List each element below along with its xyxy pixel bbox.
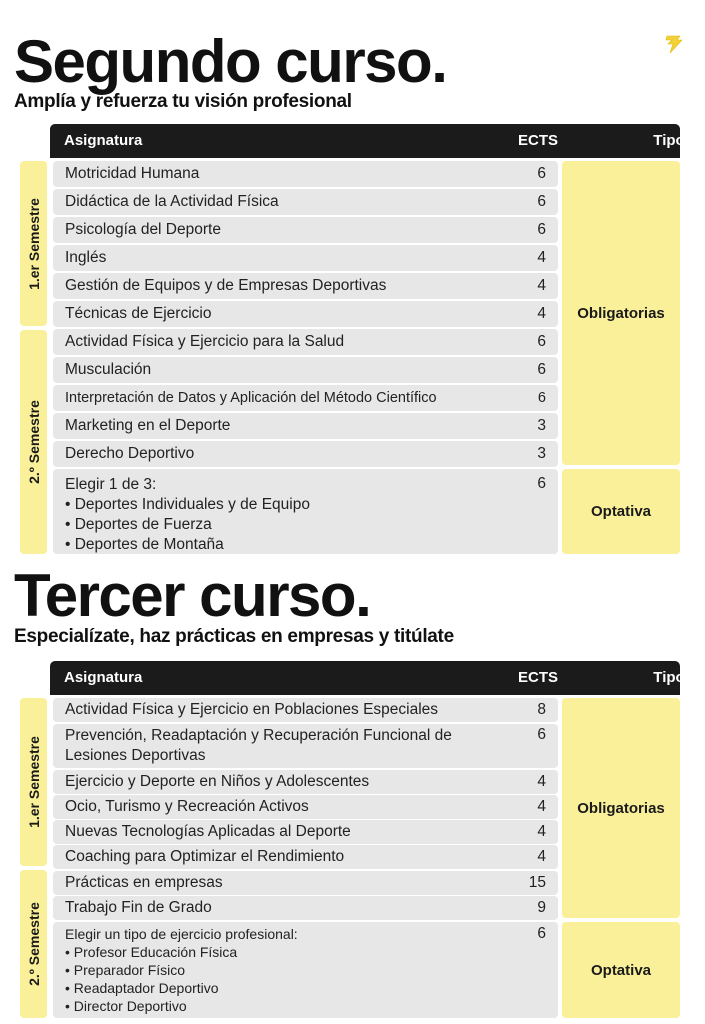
subject-name: Inglés	[65, 249, 107, 266]
elective-row	[53, 469, 558, 554]
subject-name: Didáctica de la Actividad Física	[65, 193, 279, 210]
subject-ects: 6	[537, 726, 546, 743]
header-asignatura: Asignatura	[64, 669, 143, 686]
table-row	[53, 441, 558, 467]
subject-ects: 15	[528, 874, 546, 891]
elective-intro: Elegir un tipo de ejercicio profesional:	[65, 926, 298, 942]
subject-name: Técnicas de Ejercicio	[65, 305, 212, 322]
elective-option: • Director Deportivo	[65, 997, 498, 1015]
subject-ects: 6	[537, 333, 546, 350]
subject-name: Musculación	[65, 361, 152, 378]
subject-name: Actividad Física y Ejercicio en Poblaciones Especiales	[65, 701, 439, 718]
subject-ects: 6	[537, 165, 546, 182]
header-ects: ECTS	[518, 669, 559, 686]
subject-ects: 6	[537, 925, 546, 942]
semester-label: 1.er Semestre	[25, 736, 42, 828]
subject-ects: 6	[537, 193, 546, 210]
elective-content	[65, 925, 498, 1015]
subject-ects: 4	[537, 249, 546, 266]
subject-ects: 6	[537, 221, 546, 238]
table-row	[53, 698, 558, 722]
subject-ects: 3	[537, 445, 546, 462]
subject-ects: 9	[537, 899, 546, 916]
subject-name: Prevención, Readaptación y Recuperación Funcional de Lesiones Deportivas	[65, 727, 452, 764]
third-year-subtitle: Especialízate, haz prácticas en empresas y titúlate	[14, 626, 454, 647]
subject-name: Psicología del Deporte	[65, 221, 221, 238]
elective-content	[65, 475, 498, 555]
subject-ects: 6	[537, 390, 546, 406]
table-row	[53, 189, 558, 215]
header-asignatura: Asignatura	[64, 132, 143, 149]
semester-label: 2.º Semestre	[25, 400, 42, 484]
tipo-optativa: Optativa	[562, 922, 680, 1018]
subject-ects: 8	[537, 701, 546, 718]
table-row	[53, 385, 558, 411]
table-row	[53, 820, 558, 844]
elective-option: • Profesor Educación Física	[65, 943, 498, 961]
table-row	[53, 357, 558, 383]
subject-ects: 4	[537, 277, 546, 294]
subject-name: Actividad Física y Ejercicio para la Salud	[65, 333, 345, 350]
table-row	[53, 161, 558, 187]
elective-option: • Deportes Individuales y de Equipo	[65, 495, 498, 515]
semester-label: 1.er Semestre	[25, 197, 42, 290]
elective-option: • Readaptador Deportivo	[65, 979, 498, 997]
semester-label: 2.º Semestre	[25, 902, 42, 986]
table-row	[53, 217, 558, 243]
subject-name: Prácticas en empresas	[65, 874, 223, 891]
second-semester-1-band	[20, 161, 47, 326]
third-semester-2-band	[20, 870, 47, 1018]
elective-option: • Deportes de Montaña	[65, 535, 498, 555]
third-table-header	[50, 661, 685, 695]
elective-row	[53, 922, 558, 1018]
subject-name: Interpretación de Datos y Aplicación del Método Científico	[65, 390, 437, 406]
lightning-bolt-icon	[664, 34, 684, 54]
second-table-header	[50, 124, 685, 158]
elective-options	[65, 495, 498, 555]
subject-ects: 6	[537, 361, 546, 378]
table-row	[53, 245, 558, 271]
table-row	[53, 301, 558, 327]
header-tipo: Tipo	[653, 669, 685, 686]
second-year-subtitle: Amplía y refuerza tu visión profesional	[14, 91, 352, 112]
subject-name: Marketing en el Deporte	[65, 417, 231, 434]
elective-option: • Preparador Físico	[65, 961, 498, 979]
second-year-title: Segundo curso.	[14, 28, 447, 95]
subject-ects: 6	[537, 475, 546, 492]
table-row	[53, 413, 558, 439]
tipo-obligatorias: Obligatorias	[562, 698, 680, 918]
subject-ects: 4	[537, 848, 546, 865]
header-tipo: Tipo	[653, 132, 685, 149]
subject-ects: 4	[537, 305, 546, 322]
table-row	[53, 795, 558, 819]
subject-ects: 4	[537, 773, 546, 790]
second-semester-2-band	[20, 330, 47, 554]
header-ects: ECTS	[518, 132, 559, 149]
table-row	[53, 273, 558, 299]
table-row	[53, 329, 558, 355]
subject-ects: 4	[537, 798, 546, 815]
table-row	[53, 724, 558, 768]
table-row	[53, 896, 558, 920]
tipo-optativa: Optativa	[562, 469, 680, 554]
subject-name: Ocio, Turismo y Recreación Activos	[65, 798, 309, 815]
subject-ects: 3	[537, 417, 546, 434]
tipo-obligatorias: Obligatorias	[562, 161, 680, 465]
subject-name: Motricidad Humana	[65, 165, 200, 182]
elective-option: • Deportes de Fuerza	[65, 515, 498, 535]
subject-name: Coaching para Optimizar el Rendimiento	[65, 848, 345, 865]
subject-ects: 4	[537, 823, 546, 840]
subject-name: Gestión de Equipos y de Empresas Deportivas	[65, 277, 387, 294]
table-row	[53, 871, 558, 895]
subject-name: Ejercicio y Deporte en Niños y Adolescentes	[65, 773, 370, 790]
third-semester-1-band	[20, 698, 47, 866]
elective-options	[65, 943, 498, 1015]
table-row	[53, 845, 558, 869]
subject-name: Derecho Deportivo	[65, 445, 195, 462]
elective-intro: Elegir 1 de 3:	[65, 476, 157, 493]
subject-name: Nuevas Tecnologías Aplicadas al Deporte	[65, 823, 351, 840]
table-row	[53, 770, 558, 794]
subject-name: Trabajo Fin de Grado	[65, 899, 212, 916]
third-year-title: Tercer curso.	[14, 562, 371, 629]
